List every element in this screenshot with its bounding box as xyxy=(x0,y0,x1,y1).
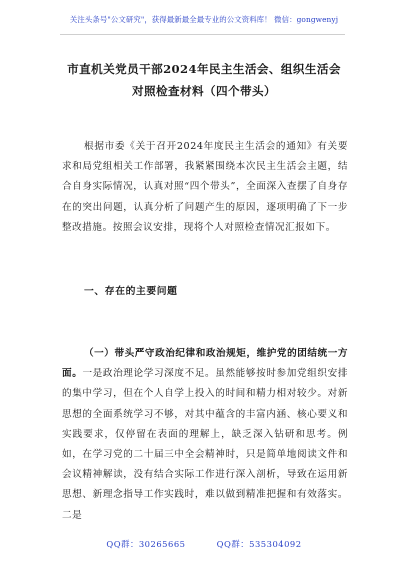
footer-qq-group-1: QQ群：30265665 xyxy=(106,539,186,549)
intro-paragraph: 根据市委《关于召开2024年度民主生活会的通知》有关要求和局党组相关工作部署，我紧紧围绕本次民主生活会主题，结合自身实际情况，认真对照“四个带头”，全面深入查摆了自身存在的突出问题，认真分析了问题产生的原因，逐项明确了下一步整改措施。按照会议安排，现将个人对照检查情况汇报如下。 xyxy=(62,141,348,233)
section-heading: 一、存在的主要问题 xyxy=(84,286,178,297)
point-1-lead: （一）带头严守政治纪律和政治规矩，维护党的团结统一方面。 xyxy=(62,348,348,380)
footer-qq-group-2: QQ群：535304092 xyxy=(216,539,302,549)
footer xyxy=(0,538,408,550)
header-divider xyxy=(60,34,345,35)
document-title: 市直机关党员干部2024年民主生活会、组织生活会对照检查材料（四个带头） xyxy=(67,62,341,98)
point-1-text: 一是政治理论学习深度不足。虽然能够按时参加党组织安排的集中学习，但在个人自学上投入的时间和精力相对较少。对新思想的全面系统学习不够，对其中蕴含的丰富内涵、核心要义和实践要求，仅停留在表面的理解上，缺乏深入钻研和思考。例如，在学习党的二十届三中全会精神时，只是简单地阅读文件和会议精神解读，没有结合实际工作进行深入剖析，导致在运用新思想、新理念指导工作实践时，难以做到精准把握和有效落实。二是 xyxy=(62,368,348,521)
point-1-paragraph xyxy=(62,344,348,526)
header-banner: 关注头条号"公文研究"，获得最新最全最专业的公文资料库！ 微信：gongwenyj xyxy=(69,15,339,24)
